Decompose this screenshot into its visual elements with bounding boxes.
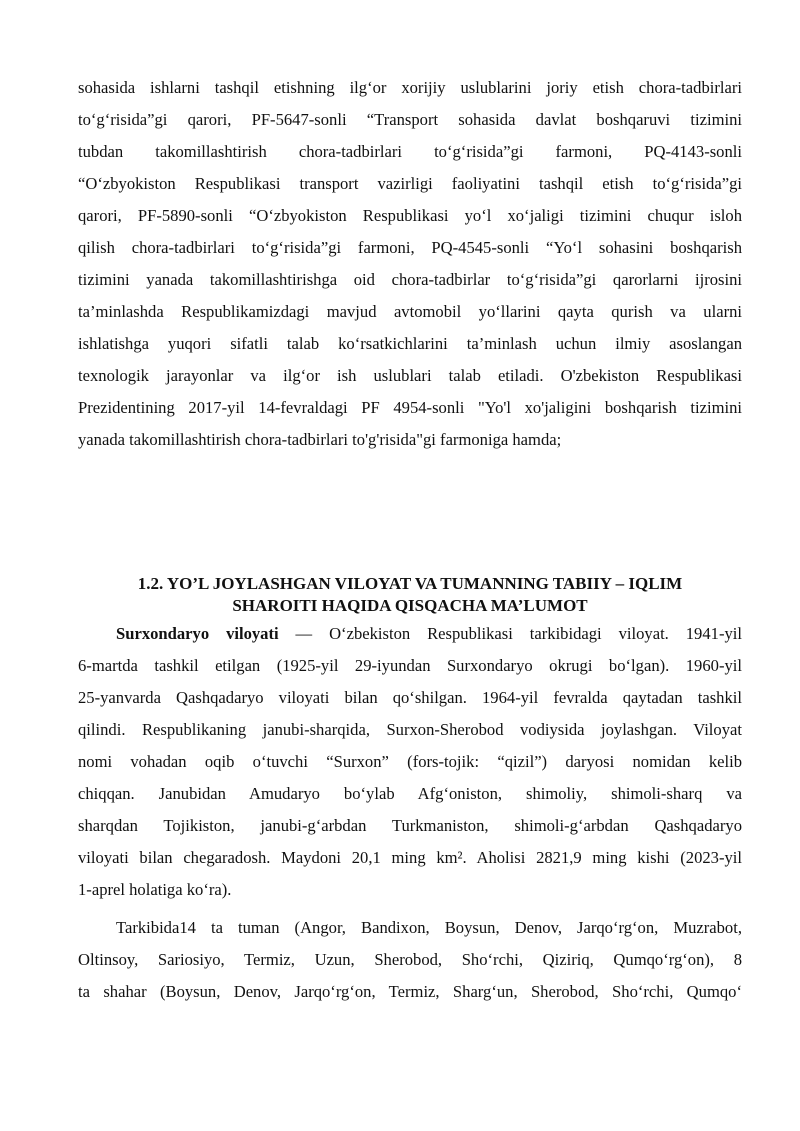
paragraph-1-line: “O‘zbyokiston Respublikasi transport vazirligi faoliyatini tashqil etish to‘g‘risida”gi xyxy=(78,174,742,193)
paragraph-1-line: sohasida ishlarni tashqil etishning ilg‘or xorijiy uslublarini joriy etish chora-tadbirlari xyxy=(78,78,742,97)
paragraph-2-line: 25-yanvarda Qashqadaryo viloyati bilan qo‘shilgan. 1964-yil fevralda qaytadan tashkil xyxy=(78,688,742,707)
paragraph-2-line: 1-aprel holatiga ko‘ra). xyxy=(78,880,232,899)
paragraph-3-line: ta shahar (Boysun, Denov, Jarqo‘rg‘on, Termiz, Sharg‘un, Sherobod, Sho‘rchi, Qumqo‘ xyxy=(78,982,742,1001)
paragraph-2-line: sharqdan Tojikiston, janubi-g‘arbdan Turkmaniston, shimoli-g‘arbdan Qashqadaryo xyxy=(78,816,742,835)
section-heading xyxy=(78,573,742,617)
paragraph-1-line: ishlatishga yuqori sifatli talab ko‘rsatkichlarini ta’minlash uchun ilmiy asoslangan xyxy=(78,334,742,353)
section-heading-line-2: SHAROITI HAQIDA QISQACHA MA’LUMOT xyxy=(232,596,588,615)
paragraph-2-line: nomi vohadan oqib o‘tuvchi “Surxon” (fors-tojik: “qizil”) daryosi nomidan kelib xyxy=(78,752,742,771)
paragraph-3-line: Tarkibida14 ta tuman (Angor, Bandixon, Boysun, Denov, Jarqo‘rg‘on, Muzrabot, xyxy=(116,918,742,937)
region-name: Surxondaryo viloyati xyxy=(116,624,279,643)
paragraph-2-line: chiqqan. Janubidan Amudaryo bo‘ylab Afg‘oniston, shimoliy, shimoli-sharq va xyxy=(78,784,742,803)
paragraph-2-line: viloyati bilan chegaradosh. Maydoni 20,1 ming km². Aholisi 2821,9 ming kishi (2023-yil xyxy=(78,848,742,867)
paragraph-1 xyxy=(78,72,742,456)
paragraph-1-line: to‘g‘risida”gi qarori, PF-5647-sonli “Transport sohasida davlat boshqaruvi tizimini xyxy=(78,110,742,129)
paragraph-3-line: Oltinsoy, Sariosiyo, Termiz, Uzun, Sherobod, Sho‘rchi, Qiziriq, Qumqo‘rg‘on), 8 xyxy=(78,950,742,969)
paragraph-1-line: qilish chora-tadbirlari to‘g‘risida”gi farmoni, PQ-4545-sonli “Yo‘l sohasini boshqarish xyxy=(78,238,742,257)
paragraph-1-line: qarori, PF-5890-sonli “O‘zbyokiston Respublikasi yo‘l xo‘jaligi tizimini chuqur isloh xyxy=(78,206,742,225)
paragraph-1-line: Prezidentining 2017-yil 14-fevraldagi PF 4954-sonli "Yo'l xo'jaligini boshqarish tizimini xyxy=(78,398,742,417)
paragraph-1-line: tubdan takomillashtirish chora-tadbirlari to‘g‘risida”gi farmoni, PQ-4143-sonli xyxy=(78,142,742,161)
paragraph-1-line: tizimini yanada takomillashtirishga oid chora-tadbirlar to‘g‘risida”gi qarorlarni ijrosini xyxy=(78,270,742,289)
paragraph-2-line: 6-martda tashkil etilgan (1925-yil 29-iyundan Surxondaryo okrugi bo‘lgan). 1960-yil xyxy=(78,656,742,675)
section-heading-line-1: 1.2. YO’L JOYLASHGAN VILOYAT VA TUMANNING TABIIY – IQLIM xyxy=(137,574,683,593)
paragraph-2 xyxy=(78,618,742,906)
paragraph-1-line: yanada takomillashtirish chora-tadbirlari to'g'risida"gi farmoniga hamda; xyxy=(78,430,562,449)
paragraph-2-first-line xyxy=(78,618,742,650)
paragraph-1-line: ta’minlashda Respublikamizdagi mavjud avtomobil yo‘llarini qayta qurish va ularni xyxy=(78,302,742,321)
paragraph-2-lead-text: — O‘zbekiston Respublikasi tarkibidagi viloyat. 1941-yil xyxy=(278,624,742,643)
paragraph-1-line: texnologik jarayonlar va ilg‘or ish uslublari talab etiladi. O'zbekiston Respublikasi xyxy=(78,366,742,385)
paragraph-3 xyxy=(78,912,742,1008)
paragraph-2-line: qilindi. Respublikaning janubi-sharqida, Surxon-Sherobod vodiysida joylashgan. Viloyat xyxy=(78,720,742,739)
